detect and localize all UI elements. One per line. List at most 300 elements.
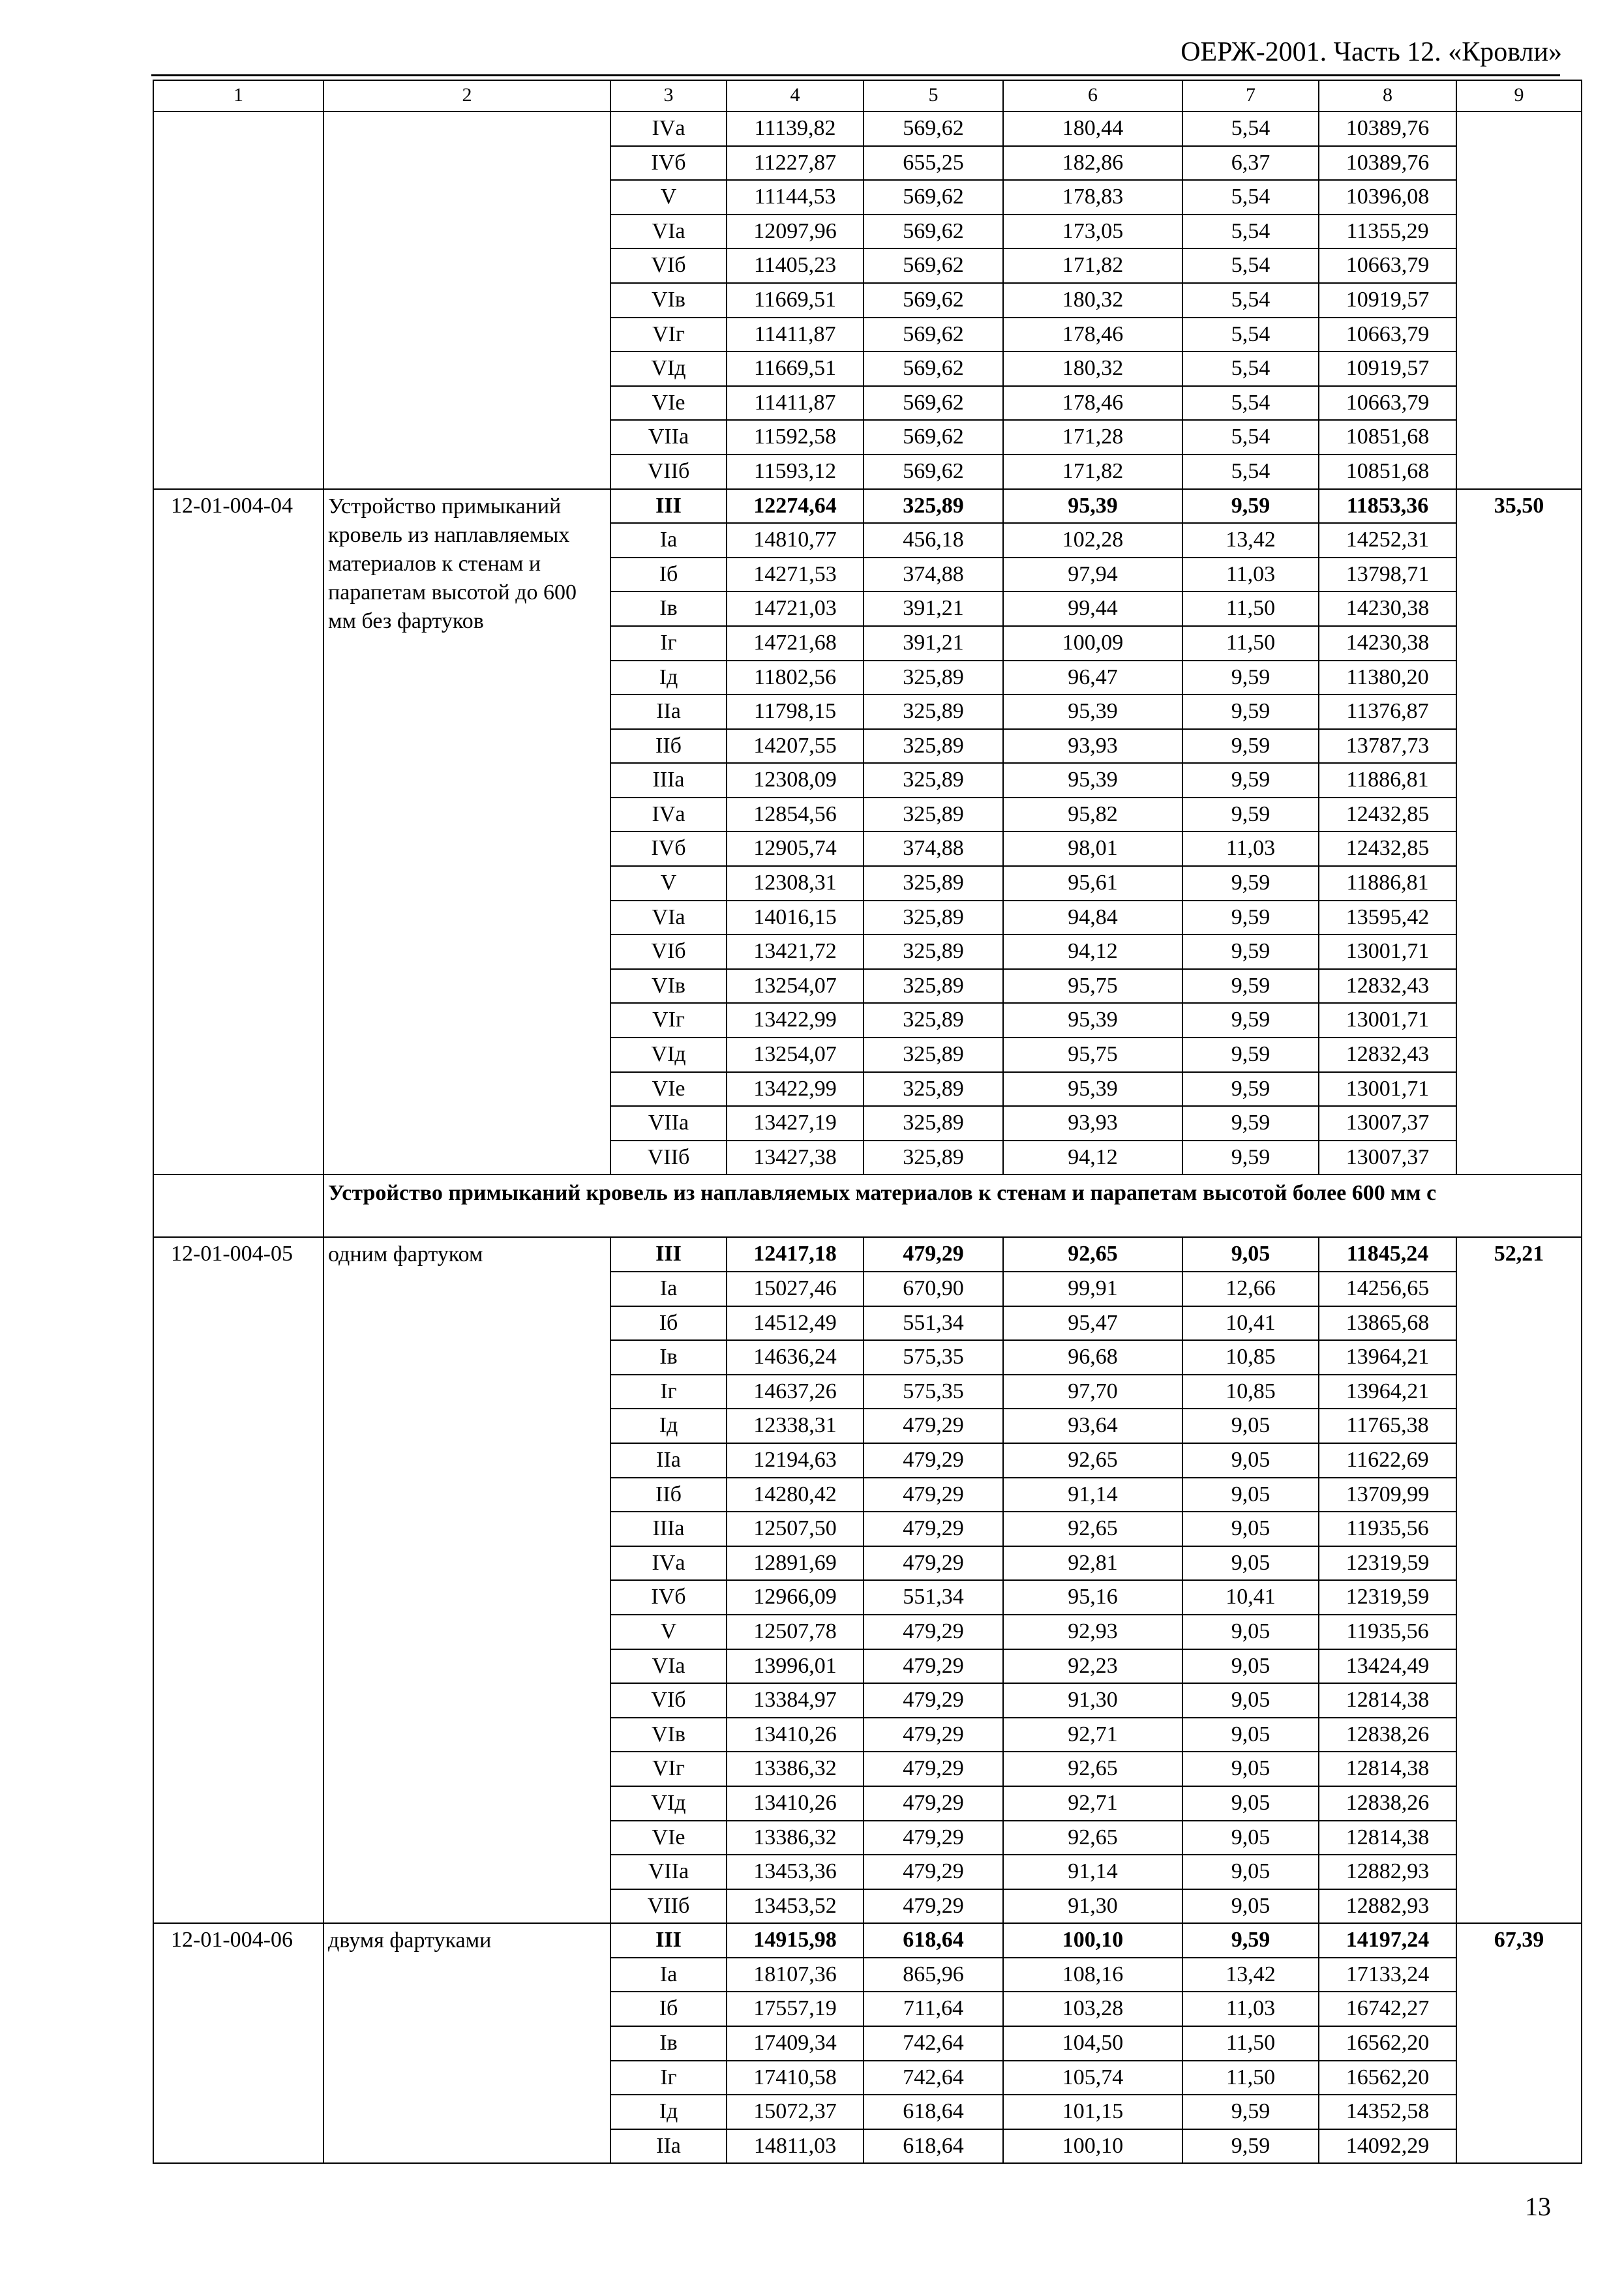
value-cell: 95,39 — [1003, 695, 1182, 729]
value-cell: 91,30 — [1003, 1683, 1182, 1718]
value-cell: 10396,08 — [1319, 180, 1456, 215]
item-code: 12-01-004-06 — [153, 1923, 323, 2163]
value-cell: 94,12 — [1003, 1141, 1182, 1175]
value-cell: 11,03 — [1182, 558, 1319, 592]
value-cell: 479,29 — [864, 1855, 1003, 1889]
value-cell: 11,50 — [1182, 2061, 1319, 2095]
value-cell: 94,84 — [1003, 901, 1182, 935]
item-price: 52,21 — [1456, 1237, 1582, 1923]
value-cell: 12882,93 — [1319, 1855, 1456, 1889]
value-cell: 10389,76 — [1319, 146, 1456, 181]
value-cell: 13424,49 — [1319, 1649, 1456, 1684]
value-cell: 11411,87 — [727, 318, 864, 352]
value-cell: 103,28 — [1003, 1992, 1182, 2026]
region-class-cell: Iг — [610, 626, 727, 661]
value-cell: 96,68 — [1003, 1340, 1182, 1375]
value-cell: 655,25 — [864, 146, 1003, 181]
value-cell: 11355,29 — [1319, 215, 1456, 249]
value-cell: 11,50 — [1182, 2026, 1319, 2061]
value-cell: 92,65 — [1003, 1752, 1182, 1786]
value-cell: 12432,85 — [1319, 831, 1456, 866]
value-cell: 97,94 — [1003, 558, 1182, 592]
value-cell: 13421,72 — [727, 935, 864, 969]
region-class-cell: VIг — [610, 318, 727, 352]
value-cell: 325,89 — [864, 1106, 1003, 1141]
region-class-cell: VIв — [610, 969, 727, 1004]
value-cell: 865,96 — [864, 1958, 1003, 1992]
value-cell: 95,75 — [1003, 969, 1182, 1004]
value-cell: 11,50 — [1182, 591, 1319, 626]
region-class-cell: IIа — [610, 695, 727, 729]
value-cell: 9,05 — [1182, 1786, 1319, 1821]
value-cell: 479,29 — [864, 1821, 1003, 1855]
value-cell: 13,42 — [1182, 523, 1319, 558]
region-class-cell: Iд — [610, 661, 727, 695]
value-cell: 104,50 — [1003, 2026, 1182, 2061]
value-cell: 5,54 — [1182, 248, 1319, 283]
value-cell: 14207,55 — [727, 729, 864, 764]
value-cell: 9,05 — [1182, 1821, 1319, 1855]
region-class-cell: IIб — [610, 729, 727, 764]
value-cell: 9,59 — [1182, 729, 1319, 764]
value-cell: 9,59 — [1182, 1038, 1319, 1072]
document-header: ОЕРЖ-2001. Часть 12. «Кровли» — [1180, 37, 1562, 67]
value-cell: 325,89 — [864, 489, 1003, 524]
region-class-cell: VIд — [610, 1038, 727, 1072]
value-cell: 13410,26 — [727, 1786, 864, 1821]
column-number: 1 — [153, 80, 323, 112]
value-cell: 100,10 — [1003, 2129, 1182, 2164]
value-cell: 575,35 — [864, 1375, 1003, 1409]
item-code — [153, 112, 323, 489]
section-title-row — [153, 1174, 1582, 1237]
value-cell: 5,54 — [1182, 180, 1319, 215]
region-class-cell: VIIа — [610, 1855, 727, 1889]
item-description: одним фартуком — [323, 1237, 610, 1923]
value-cell: 16742,27 — [1319, 1992, 1456, 2026]
value-cell: 551,34 — [864, 1306, 1003, 1341]
region-class-cell: VIе — [610, 1821, 727, 1855]
value-cell: 13453,36 — [727, 1855, 864, 1889]
value-cell: 9,05 — [1182, 1649, 1319, 1684]
value-cell: 171,82 — [1003, 248, 1182, 283]
value-cell: 102,28 — [1003, 523, 1182, 558]
value-cell: 9,05 — [1182, 1443, 1319, 1478]
value-cell: 11622,69 — [1319, 1443, 1456, 1478]
region-class-cell: Iг — [610, 1375, 727, 1409]
value-cell: 17409,34 — [727, 2026, 864, 2061]
value-cell: 325,89 — [864, 661, 1003, 695]
value-cell: 95,39 — [1003, 1072, 1182, 1107]
value-cell: 105,74 — [1003, 2061, 1182, 2095]
value-cell: 13865,68 — [1319, 1306, 1456, 1341]
value-cell: 13427,19 — [727, 1106, 864, 1141]
value-cell: 569,62 — [864, 215, 1003, 249]
region-class-cell: V — [610, 866, 727, 901]
region-class-cell: VIа — [610, 215, 727, 249]
value-cell: 479,29 — [864, 1889, 1003, 1924]
value-cell: 180,44 — [1003, 112, 1182, 146]
empty-cell — [153, 1174, 323, 1237]
region-class-cell: IIа — [610, 2129, 727, 2164]
value-cell: 325,89 — [864, 969, 1003, 1004]
region-class-cell: VIг — [610, 1003, 727, 1038]
value-cell: 13254,07 — [727, 969, 864, 1004]
value-cell: 14016,15 — [727, 901, 864, 935]
region-class-cell: Iв — [610, 591, 727, 626]
value-cell: 325,89 — [864, 798, 1003, 832]
value-cell: 11935,56 — [1319, 1512, 1456, 1546]
value-cell: 14721,03 — [727, 591, 864, 626]
value-cell: 95,39 — [1003, 1003, 1182, 1038]
column-number: 4 — [727, 80, 864, 112]
value-cell: 93,64 — [1003, 1409, 1182, 1443]
value-cell: 9,59 — [1182, 1003, 1319, 1038]
value-cell: 11,03 — [1182, 831, 1319, 866]
value-cell: 9,59 — [1182, 1141, 1319, 1175]
column-number: 8 — [1319, 80, 1456, 112]
value-cell: 569,62 — [864, 112, 1003, 146]
region-class-cell: VIа — [610, 1649, 727, 1684]
region-class-cell: Iб — [610, 1306, 727, 1341]
item-code: 12-01-004-04 — [153, 489, 323, 1175]
item-description: двумя фартуками — [323, 1923, 610, 2163]
value-cell: 13422,99 — [727, 1003, 864, 1038]
value-cell: 12814,38 — [1319, 1821, 1456, 1855]
value-cell: 10919,57 — [1319, 283, 1456, 318]
value-cell: 9,59 — [1182, 935, 1319, 969]
value-cell: 10,41 — [1182, 1580, 1319, 1615]
region-class-cell: VIб — [610, 935, 727, 969]
value-cell: 108,16 — [1003, 1958, 1182, 1992]
item-price: 35,50 — [1456, 489, 1582, 1175]
value-cell: 479,29 — [864, 1546, 1003, 1581]
value-cell: 91,14 — [1003, 1855, 1182, 1889]
value-cell: 180,32 — [1003, 283, 1182, 318]
value-cell: 92,93 — [1003, 1615, 1182, 1649]
column-number: 6 — [1003, 80, 1182, 112]
value-cell: 95,61 — [1003, 866, 1182, 901]
region-class-cell: IVа — [610, 798, 727, 832]
value-cell: 12832,43 — [1319, 969, 1456, 1004]
value-cell: 14811,03 — [727, 2129, 864, 2164]
value-cell: 5,54 — [1182, 420, 1319, 455]
value-cell: 9,05 — [1182, 1237, 1319, 1272]
value-cell: 92,65 — [1003, 1443, 1182, 1478]
column-number: 9 — [1456, 80, 1582, 112]
value-cell: 14637,26 — [727, 1375, 864, 1409]
region-class-cell: VIIа — [610, 420, 727, 455]
region-class-cell: V — [610, 1615, 727, 1649]
value-cell: 10663,79 — [1319, 318, 1456, 352]
value-cell: 11227,87 — [727, 146, 864, 181]
column-number-row — [153, 80, 1582, 112]
value-cell: 11798,15 — [727, 695, 864, 729]
value-cell: 618,64 — [864, 2095, 1003, 2129]
value-cell: 100,09 — [1003, 626, 1182, 661]
value-cell: 11144,53 — [727, 180, 864, 215]
value-cell: 13007,37 — [1319, 1141, 1456, 1175]
value-cell: 9,59 — [1182, 1072, 1319, 1107]
value-cell: 16562,20 — [1319, 2061, 1456, 2095]
region-class-cell: VIб — [610, 248, 727, 283]
region-class-cell: VIIб — [610, 455, 727, 489]
value-cell: 551,34 — [864, 1580, 1003, 1615]
value-cell: 12194,63 — [727, 1443, 864, 1478]
value-cell: 12814,38 — [1319, 1683, 1456, 1718]
value-cell: 13996,01 — [727, 1649, 864, 1684]
value-cell: 12882,93 — [1319, 1889, 1456, 1924]
header-rule — [151, 74, 1560, 76]
value-cell: 91,30 — [1003, 1889, 1182, 1924]
value-cell: 479,29 — [864, 1615, 1003, 1649]
value-cell: 10,85 — [1182, 1375, 1319, 1409]
value-cell: 12507,78 — [727, 1615, 864, 1649]
value-cell: 12319,59 — [1319, 1580, 1456, 1615]
value-cell: 569,62 — [864, 420, 1003, 455]
value-cell: 13964,21 — [1319, 1375, 1456, 1409]
value-cell: 479,29 — [864, 1512, 1003, 1546]
value-cell: 14915,98 — [727, 1923, 864, 1958]
value-cell: 93,93 — [1003, 729, 1182, 764]
region-class-cell: Iа — [610, 1958, 727, 1992]
region-class-cell: VIб — [610, 1683, 727, 1718]
value-cell: 9,05 — [1182, 1718, 1319, 1752]
value-cell: 92,23 — [1003, 1649, 1182, 1684]
item-description: Устройство примыканий кровель из наплавляемых материалов к стенам и парапетам высотой до 600 мм без фартуков — [323, 489, 610, 1175]
value-cell: 5,54 — [1182, 318, 1319, 352]
value-cell: 14721,68 — [727, 626, 864, 661]
value-cell: 9,59 — [1182, 866, 1319, 901]
column-number: 3 — [610, 80, 727, 112]
value-cell: 11935,56 — [1319, 1615, 1456, 1649]
value-cell: 9,59 — [1182, 1923, 1319, 1958]
value-cell: 618,64 — [864, 1923, 1003, 1958]
value-cell: 14256,65 — [1319, 1272, 1456, 1306]
value-cell: 569,62 — [864, 283, 1003, 318]
value-cell: 9,05 — [1182, 1615, 1319, 1649]
value-cell: 13001,71 — [1319, 1003, 1456, 1038]
value-cell: 325,89 — [864, 1003, 1003, 1038]
region-class-cell: Iа — [610, 523, 727, 558]
value-cell: 11593,12 — [727, 455, 864, 489]
value-cell: 93,93 — [1003, 1106, 1182, 1141]
value-cell: 10663,79 — [1319, 248, 1456, 283]
value-cell: 374,88 — [864, 558, 1003, 592]
value-cell: 95,82 — [1003, 798, 1182, 832]
value-cell: 9,59 — [1182, 2129, 1319, 2164]
region-class-cell: Iв — [610, 2026, 727, 2061]
region-class-cell: III — [610, 489, 727, 524]
value-cell: 9,59 — [1182, 661, 1319, 695]
region-class-cell: IIIа — [610, 1512, 727, 1546]
value-cell: 9,05 — [1182, 1855, 1319, 1889]
value-cell: 12891,69 — [727, 1546, 864, 1581]
value-cell: 479,29 — [864, 1752, 1003, 1786]
value-cell: 12417,18 — [727, 1237, 864, 1272]
value-cell: 11376,87 — [1319, 695, 1456, 729]
value-cell: 569,62 — [864, 180, 1003, 215]
value-cell: 12308,31 — [727, 866, 864, 901]
value-cell: 11845,24 — [1319, 1237, 1456, 1272]
value-cell: 13595,42 — [1319, 901, 1456, 935]
value-cell: 12854,56 — [727, 798, 864, 832]
value-cell: 17557,19 — [727, 1992, 864, 2026]
value-cell: 325,89 — [864, 695, 1003, 729]
value-cell: 479,29 — [864, 1443, 1003, 1478]
price-table — [153, 80, 1582, 2164]
value-cell: 9,59 — [1182, 901, 1319, 935]
value-cell: 9,05 — [1182, 1683, 1319, 1718]
value-cell: 101,15 — [1003, 2095, 1182, 2129]
value-cell: 479,29 — [864, 1683, 1003, 1718]
table-row — [153, 1923, 1582, 1958]
region-class-cell: Iг — [610, 2061, 727, 2095]
value-cell: 13964,21 — [1319, 1340, 1456, 1375]
value-cell: 11669,51 — [727, 352, 864, 386]
value-cell: 10,41 — [1182, 1306, 1319, 1341]
item-description — [323, 112, 610, 489]
value-cell: 9,05 — [1182, 1478, 1319, 1512]
table-row — [153, 1237, 1582, 1272]
value-cell: 13453,52 — [727, 1889, 864, 1924]
value-cell: 92,65 — [1003, 1237, 1182, 1272]
value-cell: 10663,79 — [1319, 386, 1456, 421]
value-cell: 14280,42 — [727, 1478, 864, 1512]
value-cell: 569,62 — [864, 352, 1003, 386]
item-price: 67,39 — [1456, 1923, 1582, 2163]
value-cell: 742,64 — [864, 2061, 1003, 2095]
region-class-cell: IIб — [610, 1478, 727, 1512]
value-cell: 99,91 — [1003, 1272, 1182, 1306]
value-cell: 11411,87 — [727, 386, 864, 421]
table-row — [153, 112, 1582, 146]
value-cell: 13384,97 — [727, 1683, 864, 1718]
value-cell: 9,59 — [1182, 1106, 1319, 1141]
value-cell: 9,05 — [1182, 1752, 1319, 1786]
value-cell: 14197,24 — [1319, 1923, 1456, 1958]
value-cell: 9,05 — [1182, 1409, 1319, 1443]
value-cell: 711,64 — [864, 1992, 1003, 2026]
value-cell: 95,16 — [1003, 1580, 1182, 1615]
value-cell: 10,85 — [1182, 1340, 1319, 1375]
value-cell: 11139,82 — [727, 112, 864, 146]
value-cell: 14271,53 — [727, 558, 864, 592]
value-cell: 171,28 — [1003, 420, 1182, 455]
value-cell: 16562,20 — [1319, 2026, 1456, 2061]
value-cell: 178,83 — [1003, 180, 1182, 215]
value-cell: 14352,58 — [1319, 2095, 1456, 2129]
value-cell: 97,70 — [1003, 1375, 1182, 1409]
region-class-cell: VIIа — [610, 1106, 727, 1141]
value-cell: 95,75 — [1003, 1038, 1182, 1072]
value-cell: 11853,36 — [1319, 489, 1456, 524]
value-cell: 575,35 — [864, 1340, 1003, 1375]
value-cell: 17410,58 — [727, 2061, 864, 2095]
value-cell: 11886,81 — [1319, 866, 1456, 901]
value-cell: 618,64 — [864, 2129, 1003, 2164]
value-cell: 12,66 — [1182, 1272, 1319, 1306]
table-row — [153, 489, 1582, 524]
value-cell: 11,50 — [1182, 626, 1319, 661]
value-cell: 325,89 — [864, 1141, 1003, 1175]
item-code: 12-01-004-05 — [153, 1237, 323, 1923]
value-cell: 325,89 — [864, 763, 1003, 798]
value-cell: 100,10 — [1003, 1923, 1182, 1958]
value-cell: 92,71 — [1003, 1718, 1182, 1752]
value-cell: 325,89 — [864, 866, 1003, 901]
value-cell: 670,90 — [864, 1272, 1003, 1306]
value-cell: 11592,58 — [727, 420, 864, 455]
value-cell: 12838,26 — [1319, 1786, 1456, 1821]
value-cell: 95,47 — [1003, 1306, 1182, 1341]
value-cell: 95,39 — [1003, 763, 1182, 798]
column-number: 5 — [864, 80, 1003, 112]
region-class-cell: IIIа — [610, 763, 727, 798]
value-cell: 13001,71 — [1319, 1072, 1456, 1107]
value-cell: 92,81 — [1003, 1546, 1182, 1581]
value-cell: 6,37 — [1182, 146, 1319, 181]
region-class-cell: IVб — [610, 1580, 727, 1615]
value-cell: 5,54 — [1182, 352, 1319, 386]
value-cell: 5,54 — [1182, 283, 1319, 318]
value-cell: 13386,32 — [727, 1752, 864, 1786]
value-cell: 13422,99 — [727, 1072, 864, 1107]
value-cell: 5,54 — [1182, 215, 1319, 249]
value-cell: 10919,57 — [1319, 352, 1456, 386]
value-cell: 12274,64 — [727, 489, 864, 524]
value-cell: 91,14 — [1003, 1478, 1182, 1512]
value-cell: 11886,81 — [1319, 763, 1456, 798]
value-cell: 13001,71 — [1319, 935, 1456, 969]
value-cell: 479,29 — [864, 1237, 1003, 1272]
region-class-cell: Iд — [610, 1409, 727, 1443]
value-cell: 96,47 — [1003, 661, 1182, 695]
value-cell: 325,89 — [864, 901, 1003, 935]
value-cell: 14810,77 — [727, 523, 864, 558]
value-cell: 325,89 — [864, 935, 1003, 969]
value-cell: 325,89 — [864, 729, 1003, 764]
value-cell: 13410,26 — [727, 1718, 864, 1752]
value-cell: 479,29 — [864, 1786, 1003, 1821]
value-cell: 12814,38 — [1319, 1752, 1456, 1786]
value-cell: 5,54 — [1182, 386, 1319, 421]
value-cell: 742,64 — [864, 2026, 1003, 2061]
value-cell: 479,29 — [864, 1478, 1003, 1512]
region-class-cell: VIд — [610, 1786, 727, 1821]
region-class-cell: III — [610, 1237, 727, 1272]
item-price — [1456, 112, 1582, 489]
region-class-cell: Iб — [610, 1992, 727, 2026]
value-cell: 182,86 — [1003, 146, 1182, 181]
region-class-cell: VIд — [610, 352, 727, 386]
value-cell: 374,88 — [864, 831, 1003, 866]
value-cell: 569,62 — [864, 248, 1003, 283]
value-cell: 479,29 — [864, 1718, 1003, 1752]
value-cell: 171,82 — [1003, 455, 1182, 489]
region-class-cell: VIа — [610, 901, 727, 935]
region-class-cell: Iб — [610, 558, 727, 592]
value-cell: 14512,49 — [727, 1306, 864, 1341]
value-cell: 569,62 — [864, 386, 1003, 421]
region-class-cell: VIIб — [610, 1889, 727, 1924]
region-class-cell: VIв — [610, 283, 727, 318]
page-number: 13 — [1525, 2192, 1551, 2221]
value-cell: 12507,50 — [727, 1512, 864, 1546]
value-cell: 569,62 — [864, 455, 1003, 489]
value-cell: 13787,73 — [1319, 729, 1456, 764]
value-cell: 94,12 — [1003, 935, 1182, 969]
